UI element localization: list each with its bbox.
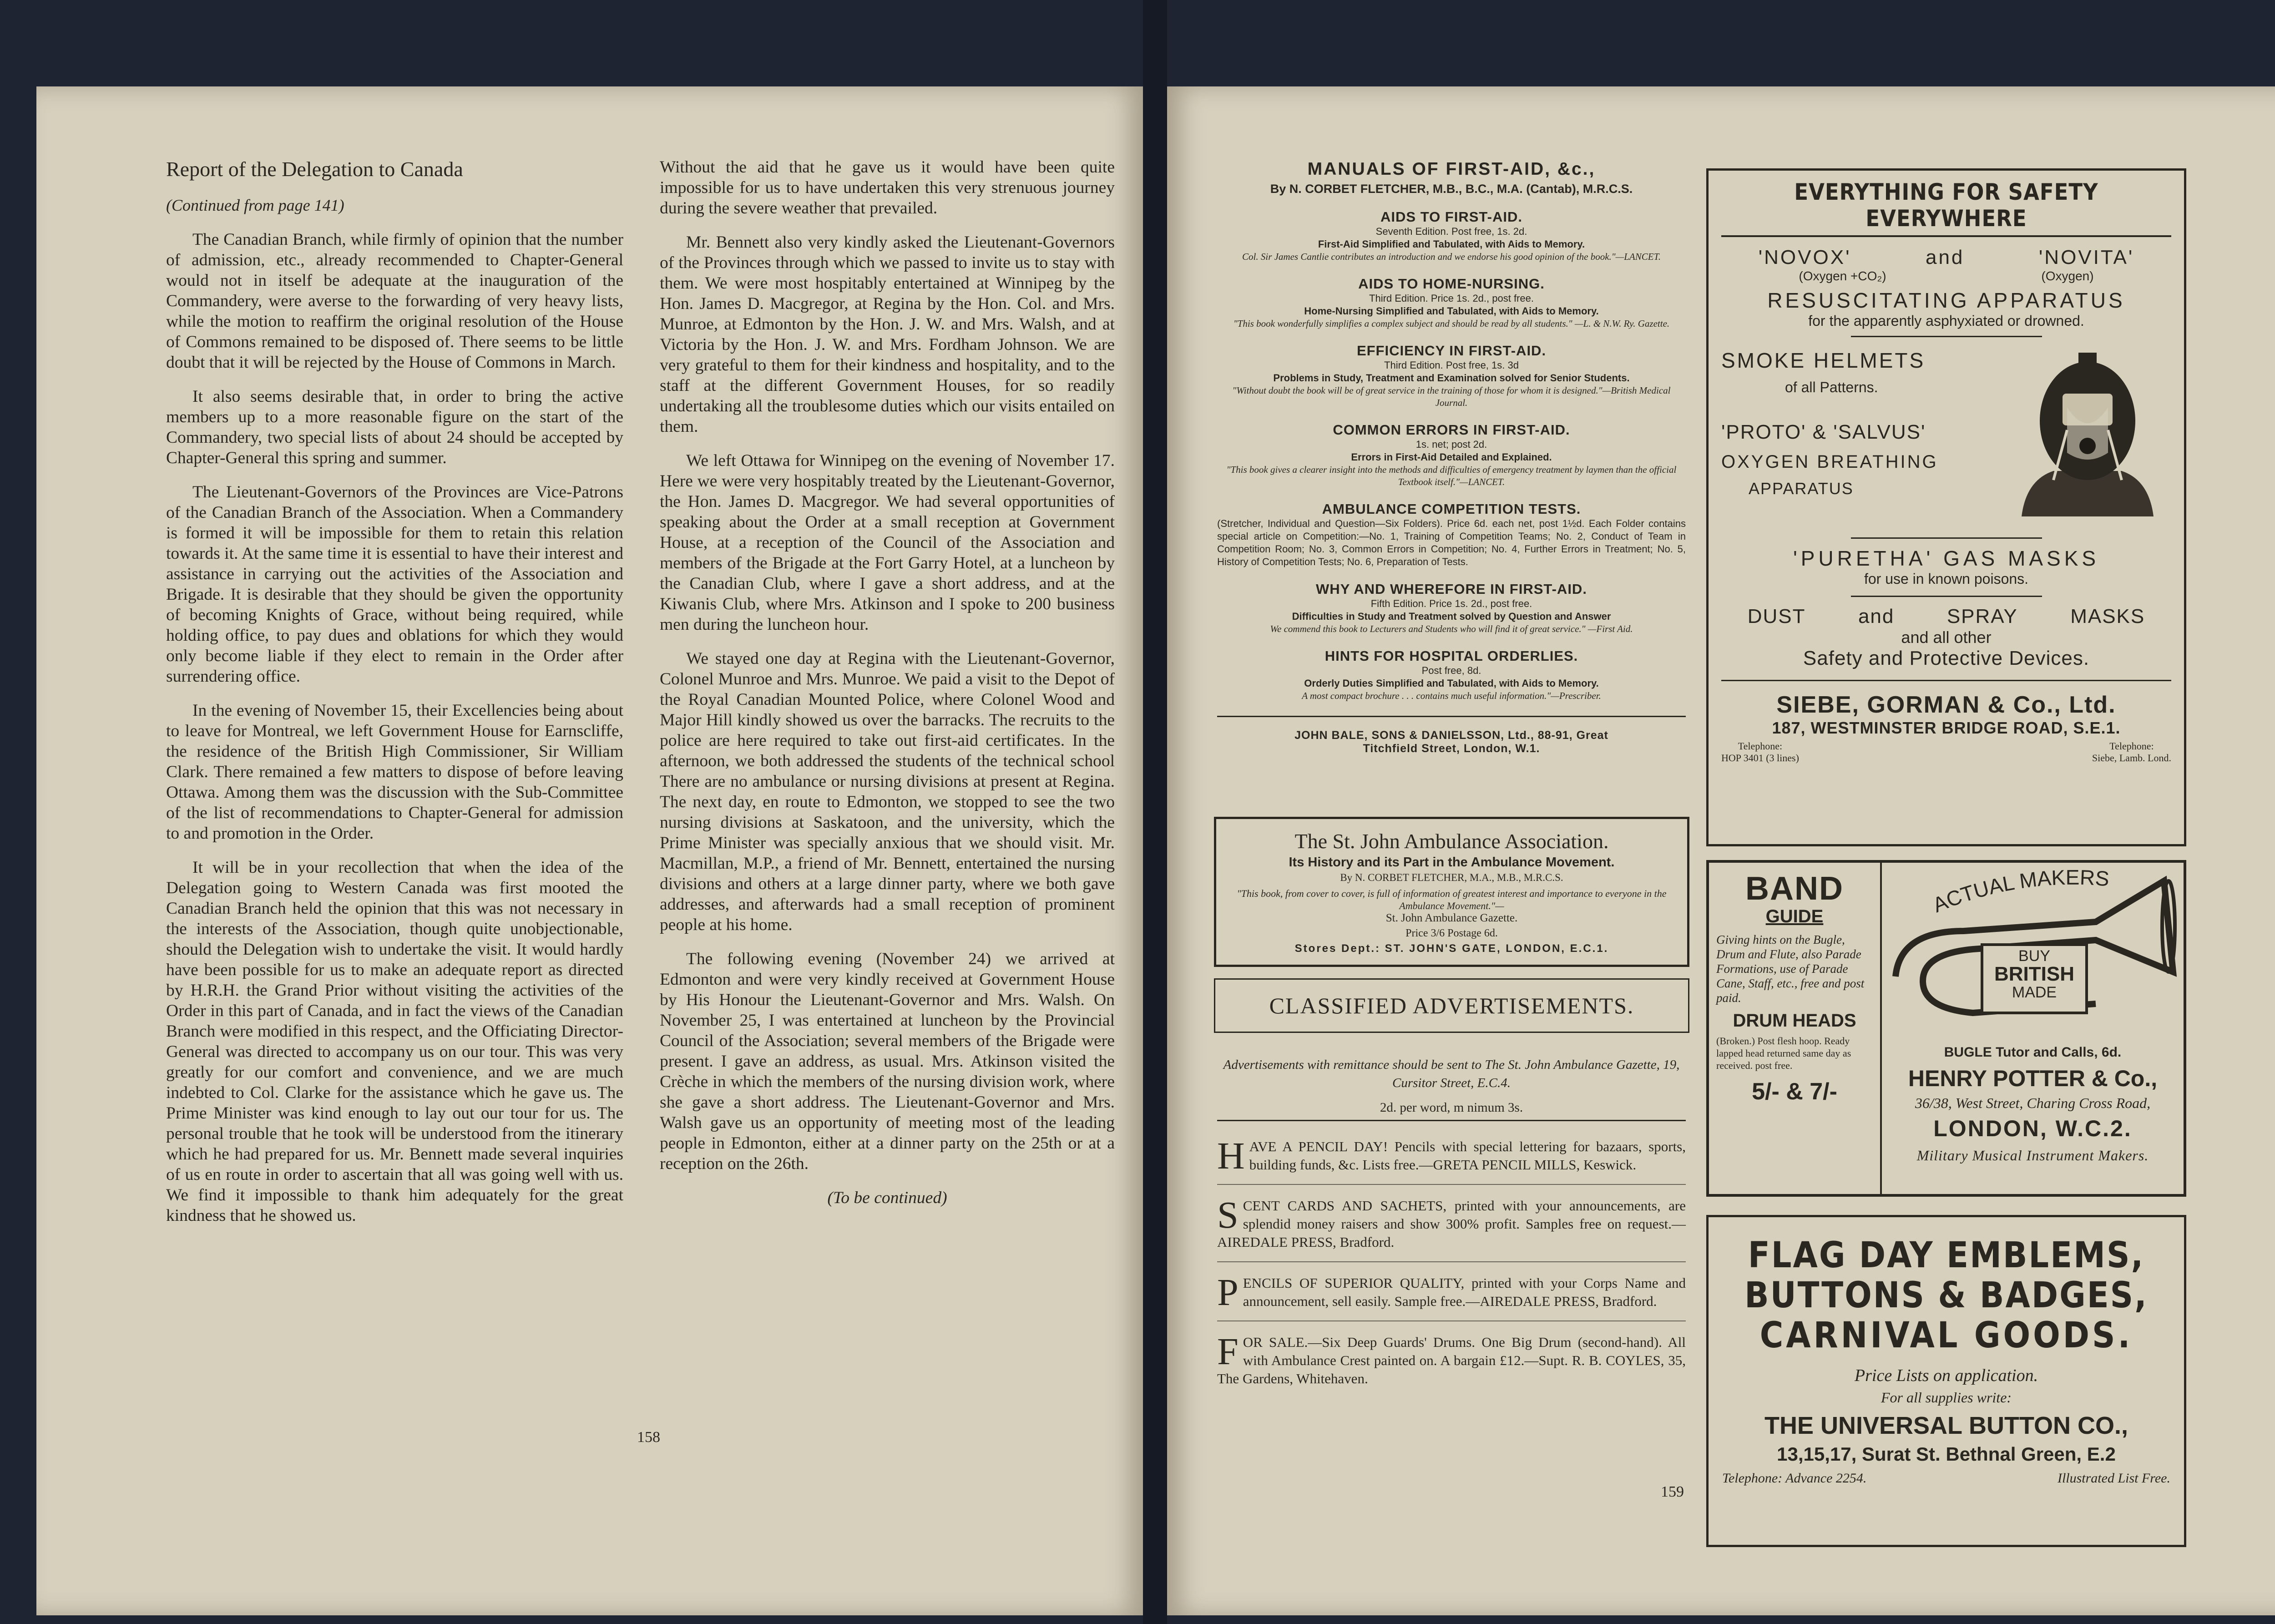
paragraph: It will be in your recollection that when the idea of the Delegation going to Western Canada was first mooted the Canadian Branch held the opinion that this was not necessary in the interests of the Association, though quite unobjectionable, should the Delegation wish to undertake the visit. It would hardly have been possible for us to make an adequate report as directed by H.R.H. the Grand Prior without visiting the activities of the Order in this part of Canada, and in fact the views of the Canadian Branch were modified in this respect, and the Officiating Director-General was directed to accompany us on our tour. This was very greatly for our comfort and convenience, and we are much indebted to Col. Clarke for the assistance which he gave us. The Prime Minister was kind enough to lay out our tour for us. The personal trouble that he took will be understood from the itinerary which he had prepared for us. Mr. Bennett made several inquiries of us en route in order to ascertain that all was going well with us. We find it impossible to thank him adequately for the great kindness that he showed us.	[166, 858, 623, 1225]
spray: SPRAY	[1946, 605, 2018, 627]
book-title: WHY AND WHEREFORE IN FIRST-AID.	[1316, 581, 1587, 597]
paragraph: We stayed one day at Regina with the Lieutenant-Governor, Colonel Munroe and Mrs. Munroe. We paid a visit to the Depot of the Royal Canadian Mounted Police, where Colonel Wood and Major Hill kindly showed us over the barracks. The recruits to the police are here required to take out first-aid certificates. In the afternoon, we both addressed the students of the technical school There are no ambulance or nursing divisions at present at Regina. The next day, en route to Edmonton, we stopped to see the two nursing divisions at Saskatoon, and the university, which the Prime Minister was specially anxious that we should visit. Mr. Macmillan, M.P., a friend of Mr. Bennett, entertained the nursing divisions and others at a large dinner party, where we both gave addresses, and afterwards had a small reception of prominent people at his home.	[660, 649, 1115, 934]
book-quote: "This book wonderfully simplifies a complex subject and should be read by all students." —L. & N.W. Ry. Gazette.	[1233, 318, 1670, 329]
flag-day-advert	[1706, 1215, 2186, 1547]
classified-text: AVE A PENCIL DAY! Pencils with special lettering for bazaars, sports, building funds, &c. Lists free.—GRETA PENCIL MILLS, Keswick.	[1249, 1138, 1686, 1173]
manuals-advert	[1217, 159, 1686, 755]
paragraph: The Canadian Branch, while firmly of opinion that the number of admission, etc., already recommended to Chapter-General would not in itself be adequate at the inauguration of the Commandery, were averse to the forwarding of very heavy lists, while the motion to reaffirm the original resolution of the House of Commons remained to be disposed of. There seems to be little doubt that it will be rejected by the House of Commons in March.	[166, 230, 623, 372]
siebe-telephone	[1721, 740, 2171, 764]
paragraph: The following evening (November 24) we arrived at Edmonton and were very kindly received at Government House by His Honour the Lieutenant-Governor and Mrs. Walsh. On November 25, I was entertained at luncheon by the Provincial Council of the Association; several members of the Brigade were present. I gave an address, as usual. Mrs. Atkinson visited the Crèche in which the members of the nursing division work, where she gave a short address. The Lieutenant-Governor and Mrs. Walsh gave us an opportunity of meeting most of the leading people in Edmonton, either at a dinner party on the 25th or at a reception on the 26th.	[660, 950, 1115, 1173]
potter-panel	[1882, 863, 2184, 1194]
novox-sub: (Oxygen +CO₂)	[1799, 269, 1886, 283]
right-page-number: 159	[1661, 1483, 1684, 1500]
classified-item	[1217, 1262, 1686, 1321]
stjohn-quote: "This book, from cover to cover, is full of information of greatest interest and importance to everyone in the Ambulance Movement."—	[1237, 888, 1667, 911]
made: MADE	[2012, 984, 2057, 1001]
drop-initial: P	[1217, 1271, 1239, 1314]
novox-row	[1721, 246, 2171, 269]
drop-initial: H	[1217, 1135, 1245, 1177]
potter-address: 36/38, West Street, Charing Cross Road,	[1915, 1095, 2151, 1111]
manuals-title: MANUALS OF FIRST-AID, &c.,	[1307, 159, 1596, 179]
paragraph: The Lieutenant-Governors of the Provinces are Vice-Patrons of the Canadian Branch of the Association. When a Commandery is formed it will be impossible for them to retain this relation towards it. At the same time it is essential to have their interest and assistance in carrying out the activities of the Association and Brigade. It is desirable that they should be given the opportunity of becoming Knights of Grace, without being required, while holding office, to pay dues and oblations for which they would only become liable if they elect to remain in the Order after surrendering office.	[166, 483, 623, 686]
paragraph: In the evening of November 15, their Excellencies being about to leave for Montreal, we left Government House for Earnscliffe, the residence of the British High Commissioner, Sir William Clark. There remained a few matters to dispose of before leaving Ottawa. Among them was the discussion with the Sub-Committee of the list of recommendations to Chapter-General for admission to and promotion in the Order.	[166, 701, 623, 843]
button-telephone: Telephone: Advance 2254.	[1722, 1471, 1867, 1486]
novox-and: and	[1925, 246, 1965, 268]
book-subtitle: First-Aid Simplified and Tabulated, with Aids to Memory.	[1318, 238, 1585, 250]
book-title: HINTS FOR HOSPITAL ORDERLIES.	[1325, 648, 1578, 664]
novita: 'NOVITA'	[2038, 246, 2134, 268]
right-page	[1167, 86, 2275, 1615]
smoke-sub: of all Patterns.	[1785, 379, 1878, 395]
smoke-helmets: SMOKE HELMETS	[1721, 349, 1926, 372]
classified-item	[1217, 1321, 1686, 1398]
classified-rate: 2d. per word, m nimum 3s.	[1380, 1100, 1523, 1115]
band-title: BAND	[1745, 870, 1844, 907]
button-address: 13,15,17, Surat St. Bethnal Green, E.2	[1777, 1443, 2116, 1465]
illustrated-list: Illustrated List Free.	[2057, 1471, 2170, 1486]
novox-sub-row	[1721, 269, 2171, 283]
book-quote: We commend this book to Lecturers and Students who will find it of great service." —First Aid.	[1270, 623, 1633, 634]
page-number: 158	[637, 1429, 660, 1446]
tel-label: Telephone:	[1738, 740, 1783, 752]
left-column-2	[660, 157, 1115, 1222]
flag-line-2: BUTTONS & BADGES,	[1744, 1275, 2148, 1316]
price-lists: Price Lists on application.	[1854, 1366, 2038, 1385]
write-for-supplies: For all supplies write:	[1881, 1389, 2012, 1406]
book-quote: "This book gives a clearer insight into the methods and difficulties of emergency treatment by laymen than the official Textbook itself."—LANCET.	[1226, 464, 1677, 487]
book-title: AMBULANCE COMPETITION TESTS.	[1322, 501, 1581, 517]
british: BRITISH	[1994, 963, 2074, 985]
safety-devices: Safety and Protective Devices.	[1803, 647, 2090, 669]
actual-makers: ACTUAL MAKERS	[1929, 865, 2110, 917]
classified-header	[1214, 978, 1689, 1033]
book-edition: Seventh Edition. Post free, 1s. 2d.	[1375, 226, 1527, 237]
stjohn-price: Price 3/6 Postage 6d.	[1405, 927, 1498, 939]
svg-text:ACTUAL MAKERS	[1929, 865, 2110, 917]
divider	[1721, 680, 2171, 681]
paragraph: It also seems desirable that, in order to bring the active members up to a more reasonable figure on the start of the Commandery, two special lists of about 24 should be accepted by Chapter-General this spring and summer.	[166, 387, 623, 467]
stjohn-author: By N. CORBET FLETCHER, M.A., M.B., M.R.C.S.	[1340, 872, 1563, 883]
apparatus: APPARATUS	[1749, 479, 1854, 498]
siebe-address: 187, WESTMINSTER BRIDGE ROAD, S.E.1.	[1772, 718, 2121, 737]
book-subtitle: Difficulties in Study and Treatment solved by Question and Answer	[1292, 611, 1611, 622]
proto-salvus: 'PROTO' & 'SALVUS'	[1721, 421, 1926, 443]
novox: 'NOVOX'	[1758, 246, 1851, 268]
dust-and: and	[1858, 605, 1895, 627]
dust-row	[1721, 605, 2171, 628]
book-details: (Stretcher, Individual and Question—Six Folders). Price 6d. each net, post 1½d. Each Folder contains special article on Competition:—No. 1, Training of Competition Teams; No. 2, Conduct of Team in Competition Room; No. 3, Common Errors in Competition; No. 4, Further Errors in Treatment; No. 5, History of Competition Tests; No. 6, Preparation of Tests.	[1217, 518, 1686, 567]
paragraph: We left Ottawa for Winnipeg on the evening of November 17. Here we were very hospitably treated by the Lieutenant-Governor, the Hon. James D. Macgregor. We had several opportunities of speaking about the Order at a small reception at Government House, at a reception of the Council of the Association and members of the Brigade at the Fort Garry Hotel, at a luncheon by the Canadian Club, where I gave a short address, and at the Kiwanis Club, where Mrs. Atkinson and I spoke to 200 business men during the luncheon hour.	[660, 451, 1115, 634]
drum-heads: DRUM HEADS	[1733, 1011, 1856, 1031]
book-edition: Third Edition. Price 1s. 2d., post free.	[1369, 293, 1534, 304]
smoke-helmet-icon	[2012, 344, 2163, 516]
book-subtitle: Home-Nursing Simplified and Tabulated, with Aids to Memory.	[1304, 305, 1599, 317]
buy: BUY	[2018, 947, 2050, 965]
divider	[1851, 336, 2042, 337]
divider	[1851, 537, 2042, 539]
book-title: COMMON ERRORS IN FIRST-AID.	[1333, 422, 1570, 438]
book-subtitle: Problems in Study, Treatment and Examination solved for Senior Students.	[1273, 372, 1630, 384]
stjohn-quote-source: St. John Ambulance Gazette.	[1385, 912, 1518, 924]
band-guide: GUIDE	[1765, 906, 1824, 926]
book-title: AIDS TO FIRST-AID.	[1380, 209, 1522, 225]
buy-british-made	[1982, 947, 2087, 1002]
tel-label: Telephone:	[2109, 740, 2154, 752]
to-be-continued: (To be continued)	[827, 1189, 947, 1207]
book-edition: 1s. net; post 2d.	[1416, 439, 1487, 450]
button-footer	[1722, 1471, 2170, 1486]
publisher: JOHN BALE, SONS & DANIELSSON, Ltd., 88-91, Great Titchfield Street, London, W.1.	[1294, 729, 1608, 755]
drum-text: (Broken.) Post flesh hoop. Ready lapped head returned same day as received. post free.	[1716, 1035, 1851, 1071]
and-all-other: and all other	[1901, 628, 1992, 647]
stjohn-stores: Stores Dept.: ST. JOHN'S GATE, LONDON, E.C.1.	[1294, 942, 1609, 955]
classified-list	[1217, 1056, 1686, 1398]
divider	[1217, 1120, 1686, 1121]
classified-note: Advertisements with remittance should be sent to The St. John Ambulance Gazette, 19, Cursitor Street, E.C.4.	[1223, 1057, 1680, 1090]
masks: MASKS	[2070, 605, 2145, 627]
resuscitating-sub: for the apparently asphyxiated or drowned.	[1808, 313, 2084, 329]
left-page	[36, 86, 1143, 1615]
paragraph: Without the aid that he gave us it would have been quite impossible for us to have undertaken this very strenuous journey during the severe weather that prevailed.	[660, 158, 1115, 218]
continued-note: (Continued from page 141)	[166, 196, 344, 214]
bugle-tutor: BUGLE Tutor and Calls, 6d.	[1944, 1045, 2122, 1060]
drop-initial: F	[1217, 1331, 1239, 1373]
classified-item	[1217, 1185, 1686, 1262]
book-gutter	[1143, 0, 1167, 1624]
book-quote: Col. Sir James Cantlie contributes an introduction and we endorse his good opinion of the book."—LANCET.	[1242, 251, 1661, 262]
book-quote: A most compact brochure . . . contains much useful information."—Prescriber.	[1302, 690, 1601, 701]
book-edition: Post free, 8d.	[1421, 665, 1481, 676]
oxygen-breathing: OXYGEN BREATHING	[1721, 452, 1938, 472]
classified-text: OR SALE.—Six Deep Guards' Drums. One Big Drum (second-hand). All with Ambulance Crest painted on. A bargain £12.—Supt. R. B. COYLES, 35, The Gardens, Whitehaven.	[1217, 1334, 1686, 1386]
dust: DUST	[1747, 605, 1806, 627]
siebe-company: SIEBE, GORMAN & Co., Ltd.	[1776, 692, 2116, 718]
resuscitating: RESUSCITATING APPARATUS	[1767, 288, 2125, 312]
paragraph: Mr. Bennett also very kindly asked the Lieutenant-Governors of the Provinces through which we passed to invite us to stay with them. We were most hospitably entertained at Winnipeg by the Hon. James D. Macgregor, at Regina by the Hon. Col. and Mrs. Munroe, at Edmonton by the Hon. J. W. and Mrs. Walsh, and at Victoria by the Hon. J. W. and Mrs. Fordham Johnson. We are very grateful to them for their kindness and hospitality, and to the staff at the different Government Houses, for so readily undertaking all the troublesome duties which our visits entailed on them.	[660, 233, 1115, 436]
flag-line-3: CARNIVAL GOODS.	[1759, 1315, 2133, 1356]
puretha: 'PURETHA' GAS MASKS	[1793, 546, 2100, 570]
band-guide-panel	[1709, 863, 1882, 1194]
potter-london: LONDON, W.C.2.	[1933, 1116, 2132, 1141]
drum-price: 5/- & 7/-	[1752, 1078, 1837, 1105]
book-edition: Fifth Edition. Price 1s. 2d., post free.	[1370, 598, 1532, 609]
classified-item	[1217, 1126, 1686, 1185]
henry-potter: HENRY POTTER & Co.,	[1908, 1066, 2158, 1091]
novita-sub: (Oxygen)	[2041, 269, 2094, 283]
band-guide-text: Giving hints on the Bugle, Drum and Flute, also Parade Formations, use of Parade Cane, Staff, etc., free and post paid.	[1716, 933, 1865, 1005]
stjohn-title: The St. John Ambulance Association.	[1294, 830, 1609, 853]
book-quote: "Without doubt the book will be of great service in the training of those for whom it is designed."—British Medical Journal.	[1232, 385, 1671, 408]
article-heading: Report of the Delegation to Canada	[166, 157, 463, 181]
manuals-author: By N. CORBET FLETCHER, M.B., B.C., M.A. (Cantab), M.R.C.S.	[1270, 182, 1633, 196]
divider	[1217, 716, 1686, 717]
tel-right: Siebe, Lamb. Lond.	[2092, 752, 2171, 764]
left-column-1	[166, 157, 623, 1240]
book-subtitle: Orderly Duties Simplified and Tabulated, with Aids to Memory.	[1304, 678, 1599, 689]
classified-text: CENT CARDS AND SACHETS, printed with your announcements, are splendid money raisers and show 300% profit. Samples free on request.—AIREDALE PRESS, Bradford.	[1217, 1198, 1686, 1250]
tel-left: HOP 3401 (3 lines)	[1721, 752, 1799, 764]
classified-title: CLASSIFIED ADVERTISEMENTS.	[1269, 993, 1634, 1018]
classified-text: ENCILS OF SUPERIOR QUALITY, printed with your Corps Name and announcement, sell easily. Sample free.—AIREDALE PRESS, Bradford.	[1243, 1275, 1686, 1309]
book-title: AIDS TO HOME-NURSING.	[1358, 276, 1545, 292]
siebe-headline: EVERYTHING FOR SAFETY EVERYWHERE	[1721, 179, 2171, 237]
book-title: EFFICIENCY IN FIRST-AID.	[1356, 343, 1547, 359]
book-edition: Third Edition. Post free, 1s. 3d	[1384, 359, 1519, 371]
puretha-sub: for use in known poisons.	[1864, 571, 2029, 587]
stjohn-advert	[1214, 817, 1689, 967]
drop-initial: S	[1217, 1194, 1239, 1236]
stjohn-subtitle: Its History and its Part in the Ambulance Movement.	[1289, 855, 1615, 870]
siebe-advert	[1706, 168, 2186, 846]
button-company: THE UNIVERSAL BUTTON CO.,	[1764, 1412, 2128, 1439]
band-advert	[1706, 860, 2186, 1197]
divider	[1851, 596, 2042, 597]
flag-line-1: FLAG DAY EMBLEMS,	[1748, 1235, 2145, 1276]
potter-military: Military Musical Instrument Makers.	[1916, 1147, 2149, 1164]
book-subtitle: Errors in First-Aid Detailed and Explained.	[1351, 451, 1552, 463]
helmet-block	[1721, 344, 2171, 535]
